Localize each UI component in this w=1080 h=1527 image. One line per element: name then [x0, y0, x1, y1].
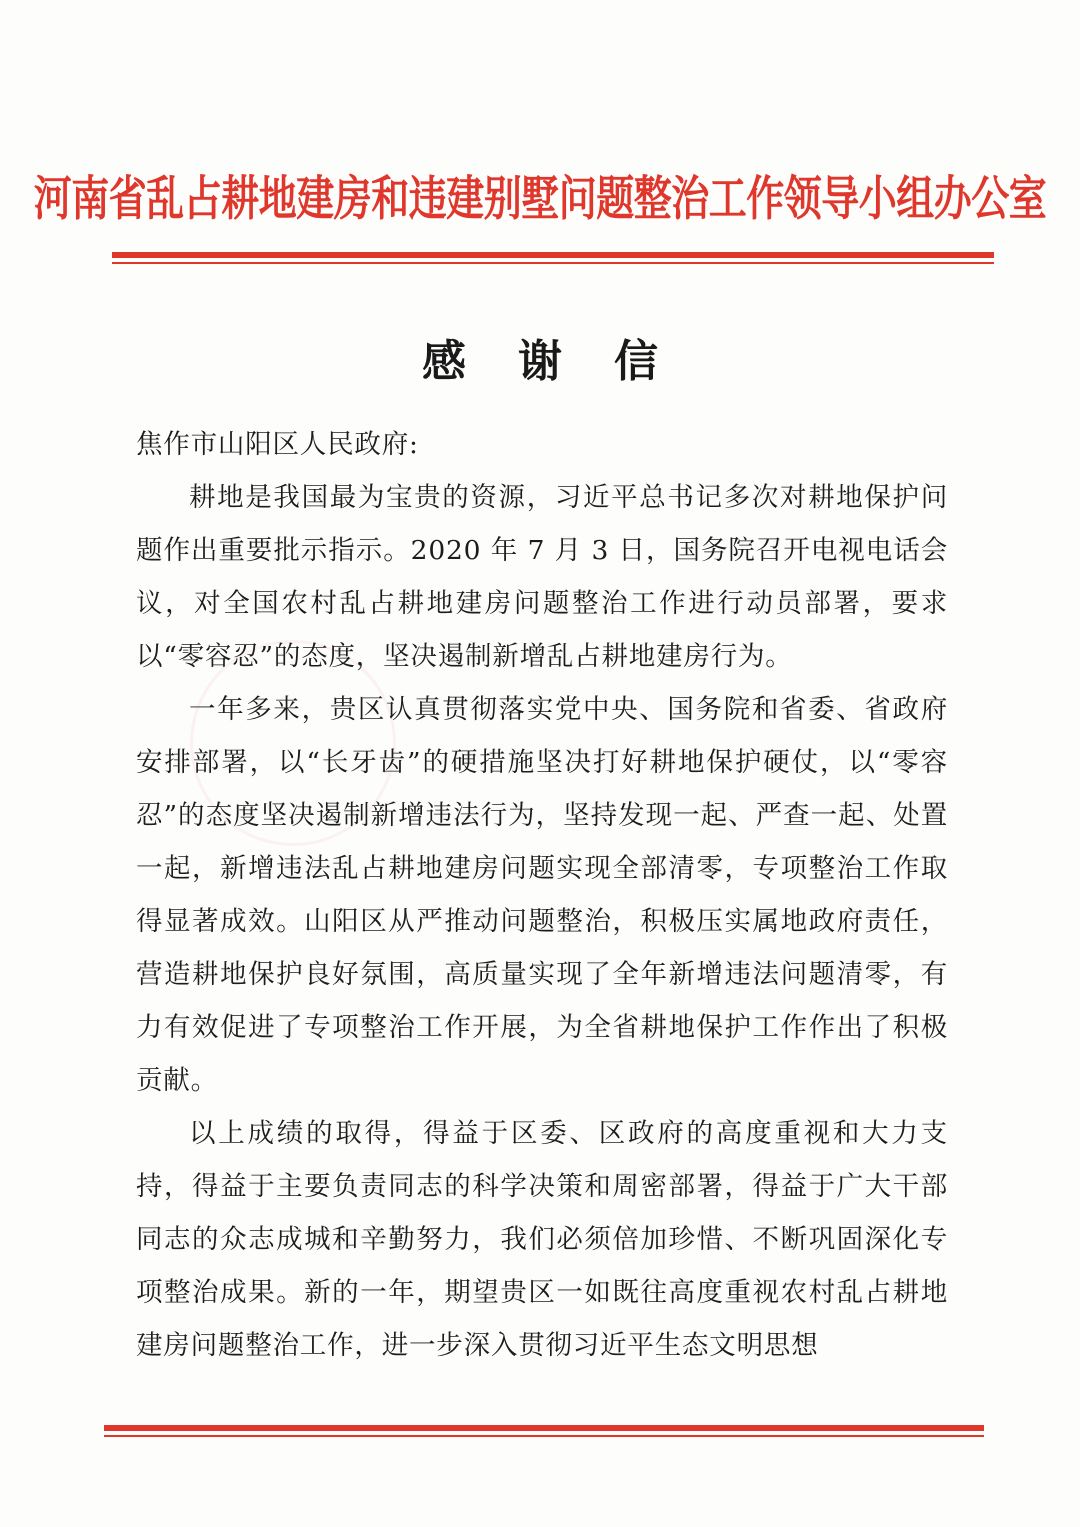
- body-paragraph-2: 一年多来，贵区认真贯彻落实党中央、国务院和省委、省政府安排部署，以“长牙齿”的硬措施坚决打好耕地保护硬仗，以“零容忍”的态度坚决遏制新增违法行为，坚持发现一起、严查一起、处置一起，新增违法乱占耕地建房问题实现全部清零，专项整治工作取得显著成效。山阳区从严推动问题整治，积极压实属地政府责任，营造耕地保护良好氛围，高质量实现了全年新增违法问题清零，有力有效促进了专项整治工作开展，为全省耕地保护工作作出了积极贡献。: [136, 694, 948, 1096]
- body-paragraph-3: 以上成绩的取得，得益于区委、区政府的高度重视和大力支持，得益于主要负责同志的科学决策和周密部署，得益于广大干部同志的众志成城和辛勤努力，我们必须倍加珍惜、不断巩固深化专项整治成果。新的一年，期望贵区一如既往高度重视农村乱占耕地建房问题整治工作，进一步深入贯彻习近平生态文明思想: [136, 1118, 948, 1361]
- salutation: 焦作市山阳区人民政府:: [136, 429, 419, 460]
- body-paragraph-1: 耕地是我国最为宝贵的资源，习近平总书记多次对耕地保护问题作出重要批示指示。2020 年 7 月 3 日，国务院召开电视电话会议，对全国农村乱占耕地建房问题整治工作进行动员部署，要求以“零容忍”的态度，坚决遏制新增乱占耕地建房行为。: [136, 482, 948, 672]
- footer-red-rule: [104, 1425, 984, 1431]
- letter-title: 感谢信: [422, 336, 710, 387]
- letterhead-org-name: 河南省乱占耕地建房和违建别墅问题整治工作领导小组办公室: [33, 171, 1047, 227]
- letterhead-red-rule: [112, 252, 994, 258]
- letter-body: [136, 418, 948, 1372]
